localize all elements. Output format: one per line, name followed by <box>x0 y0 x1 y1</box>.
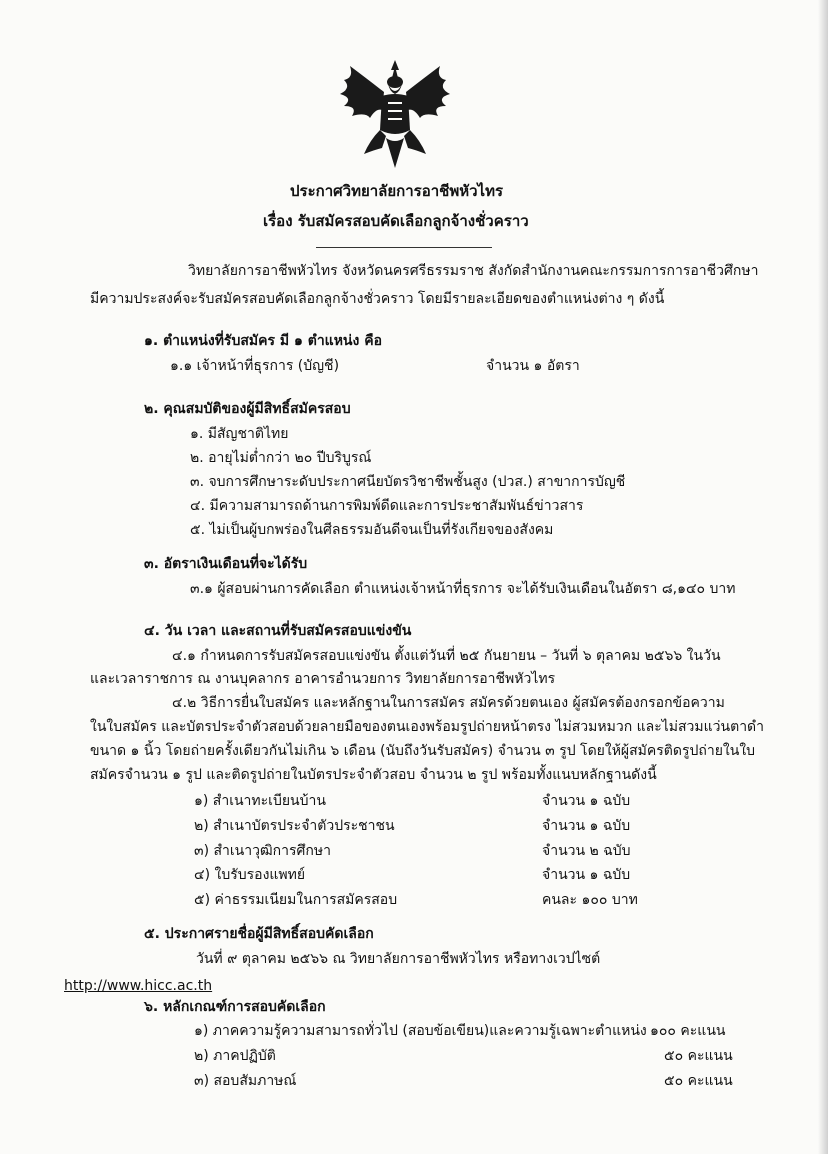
criteria-item-label: ๑) ภาคความรู้ความสามารถทั่วไป (สอบข้อเขียน)และความรู้เฉพาะตำแหน่ง <box>194 1023 647 1039</box>
qualification-5: ๕. ไม่เป็นผู้บกพร่องในศีลธรรมอันดีจนเป็นที่รังเกียจของสังคม <box>190 522 554 538</box>
section-4-heading: ๔. วัน เวลา และสถานที่รับสมัครสอบแข่งขัน <box>144 623 412 639</box>
section-1-amount: จำนวน ๑ อัตรา <box>486 358 580 374</box>
schedule-line-2: และเวลาราชการ ณ งานบุคลากร อาคารอำนวยการ วิทยาลัยการอาชีพหัวไทร <box>90 671 556 687</box>
document-item-label: ๓) สำเนาวุฒิการศึกษา <box>194 843 331 859</box>
document-item-qty: จำนวน ๑ ฉบับ <box>542 818 631 834</box>
document-item-label: ๕) ค่าธรรมเนียมในการสมัครสอบ <box>194 892 398 908</box>
qualification-3: ๓. จบการศึกษาระดับประกาศนียบัตรวิชาชีพชั้นสูง (ปวส.) สาขาการบัญชี <box>190 474 626 490</box>
application-line-4: สมัครจำนวน ๑ รูป และติดรูปถ่ายในบัตรประจำตัวสอบ จำนวน ๒ รูป พร้อมทั้งแนบหลักฐานดังนี้ <box>90 767 657 783</box>
document-item-qty: จำนวน ๑ ฉบับ <box>542 793 631 809</box>
section-5-heading: ๕. ประกาศรายชื่อผู้มีสิทธิ์สอบคัดเลือก <box>144 926 374 942</box>
schedule-line-1: ๔.๑ กำหนดการรับสมัครสอบแข่งขัน ตั้งแต่วันที่ ๒๕ กันยายน – วันที่ ๖ ตุลาคม ๒๕๖๖ ในวัน <box>172 648 721 664</box>
intro-line-2: มีความประสงค์จะรับสมัครสอบคัดเลือกลูกจ้างชั่วคราว โดยมีรายละเอียดของตำแหน่งต่าง ๆ ดังนี้ <box>90 291 665 307</box>
criteria-item-score: ๑๐๐ คะแนน <box>650 1023 726 1039</box>
qualification-1: ๑. มีสัญชาติไทย <box>190 426 289 442</box>
section-2-heading: ๒. คุณสมบัติของผู้มีสิทธิ์สมัครสอบ <box>144 401 351 417</box>
salary-line: ๓.๑ ผู้สอบผ่านการคัดเลือก ตำแหน่งเจ้าหน้าที่ธุรการ จะได้รับเงินเดือนในอัตรา ๘,๑๔๐ บาท <box>190 581 736 597</box>
announcement-title: ประกาศวิทยาลัยการอาชีพหัวไทร <box>290 182 504 200</box>
criteria-item-label: ๓) สอบสัมภาษณ์ <box>194 1073 297 1089</box>
qualification-2: ๒. อายุไม่ต่ำกว่า ๒๐ ปีบริบูรณ์ <box>190 450 372 466</box>
document-item-label: ๑) สำเนาทะเบียนบ้าน <box>194 793 326 809</box>
criteria-item-score: ๕๐ คะแนน <box>664 1073 733 1089</box>
qualification-4: ๔. มีความสามารถด้านการพิมพ์ดีดและการประชาสัมพันธ์ข่าวสาร <box>190 498 584 514</box>
criteria-item-label: ๒) ภาคปฏิบัติ <box>194 1048 276 1064</box>
section-6-heading: ๖. หลักเกณฑ์การสอบคัดเลือก <box>144 999 326 1015</box>
document-item-qty: คนละ ๑๐๐ บาท <box>542 892 638 908</box>
page-edge-shadow <box>818 0 828 1154</box>
document-item-qty: จำนวน ๒ ฉบับ <box>542 843 631 859</box>
section-1-item: ๑.๑ เจ้าหน้าที่ธุรการ (บัญชี) <box>170 358 340 374</box>
announcement-date-line: วันที่ ๙ ตุลาคม ๒๕๖๖ ณ วิทยาลัยการอาชีพหัวไทร หรือทางเวปไซต์ <box>196 951 601 967</box>
document-item-label: ๔) ใบรับรองแพทย์ <box>194 867 306 883</box>
title-divider <box>316 247 492 248</box>
intro-line-1: วิทยาลัยการอาชีพหัวไทร จังหวัดนครศรีธรรมราช สังกัดสำนักงานคณะกรรมการการอาชีวศึกษา <box>188 263 759 279</box>
application-line-2: ในใบสมัคร และบัตรประจำตัวสอบด้วยลายมือของตนเองพร้อมรูปถ่ายหน้าตรง ไม่สวมหมวก และไม่สวมแว่นตาดำ <box>90 719 765 735</box>
website-link[interactable]: http://www.hicc.ac.th <box>64 978 213 994</box>
announcement-subject: เรื่อง รับสมัครสอบคัดเลือกลูกจ้างชั่วคราว <box>263 212 529 230</box>
document-item-label: ๒) สำเนาบัตรประจำตัวประชาชน <box>194 818 395 834</box>
criteria-item-score: ๕๐ คะแนน <box>664 1048 733 1064</box>
application-line-1: ๔.๒ วิธีการยื่นใบสมัคร และหลักฐานในการสมัคร สมัครด้วยตนเอง ผู้สมัครต้องกรอกข้อความ <box>172 695 725 711</box>
section-3-heading: ๓. อัตราเงินเดือนที่จะได้รับ <box>144 556 308 572</box>
application-line-3: ขนาด ๑ นิ้ว โดยถ่ายครั้งเดียวกันไม่เกิน ๖ เดือน (นับถึงวันรับสมัคร) จำนวน ๓ รูป โดยให้ผู้สมัครติดรูปถ่ายในใบ <box>90 743 756 759</box>
document-item-qty: จำนวน ๑ ฉบับ <box>542 867 631 883</box>
section-1-heading: ๑. ตำแหน่งที่รับสมัคร มี ๑ ตำแหน่ง คือ <box>144 333 382 349</box>
garuda-emblem <box>336 58 454 170</box>
